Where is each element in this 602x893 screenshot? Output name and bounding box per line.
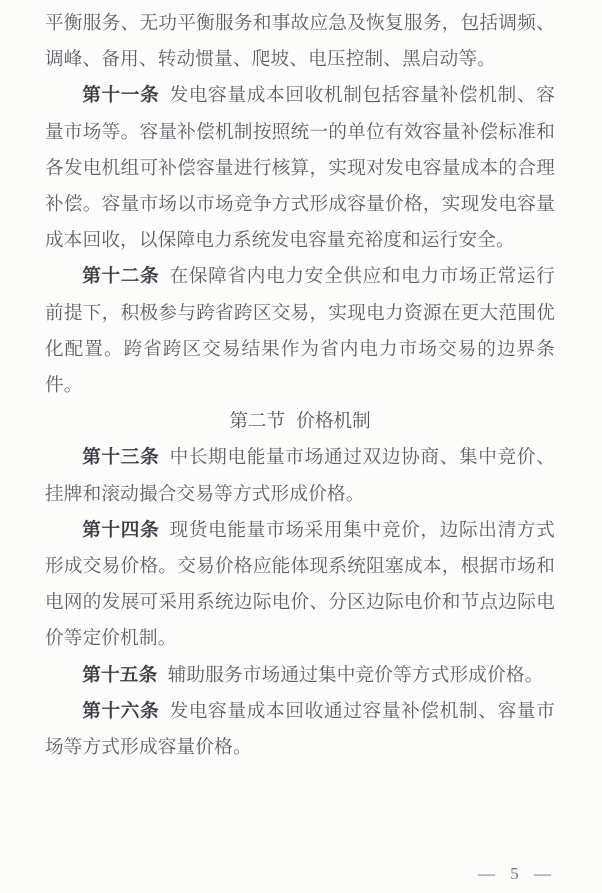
article-14-term: 第十四条 bbox=[82, 519, 160, 541]
article-13-term: 第十三条 bbox=[82, 447, 160, 469]
page-number: — 5 — bbox=[478, 864, 552, 883]
section-heading-label: 第二节 bbox=[229, 411, 286, 433]
article-13-paragraph bbox=[45, 440, 555, 512]
document-body bbox=[45, 6, 555, 766]
article-11-text: 发电容量成本回收机制包括容量补偿机制、容量市场等。容量补偿机制按照统一的单位有效容量补偿标准和各发电机组可补偿容量进行核算，实现对发电容量成本的合理补偿。容量市场以市场竞争方式形成容量价格，实现发电容量成本回收，以保障电力系统发电容量充裕度和运行安全。 bbox=[45, 85, 555, 252]
article-14-paragraph bbox=[45, 513, 555, 658]
article-11-term: 第十一条 bbox=[82, 85, 160, 107]
article-16-term: 第十六条 bbox=[82, 700, 160, 722]
article-12-paragraph bbox=[45, 259, 555, 404]
article-16-text: 发电容量成本回收通过容量补偿机制、容量市场等方式形成容量价格。 bbox=[45, 700, 555, 759]
article-15-text: 辅助服务市场通过集中竞价等方式形成价格。 bbox=[167, 664, 544, 686]
section-heading-title: 价格机制 bbox=[296, 411, 371, 433]
section-heading bbox=[45, 404, 555, 440]
article-13-text: 中长期电能量市场通过双边协商、集中竞价、挂牌和滚动撮合交易等方式形成价格。 bbox=[45, 447, 555, 505]
article-11-paragraph bbox=[45, 78, 555, 259]
article-14-text: 现货电能量市场采用集中竞价，边际出清方式形成交易价格。交易价格应能体现系统阻塞成本，根据市场和电网的发展可采用系统边际电价、分区边际电价和节点边际电价等定价机制。 bbox=[45, 519, 555, 650]
article-15-paragraph bbox=[45, 658, 555, 694]
article-12-term: 第十二条 bbox=[82, 266, 160, 288]
article-12-text: 在保障省内电力安全供应和电力市场正常运行前提下，积极参与跨省跨区交易，实现电力资源在更大范围优化配置。跨省跨区交易结果作为省内电力市场交易的边界条件。 bbox=[45, 266, 555, 397]
article-16-paragraph bbox=[45, 694, 555, 766]
continuation-paragraph: 平衡服务、无功平衡服务和事故应急及恢复服务，包括调频、调峰、备用、转动惯量、爬坡、电压控制、黑启动等。 bbox=[45, 13, 555, 71]
article-15-term: 第十五条 bbox=[82, 664, 158, 686]
